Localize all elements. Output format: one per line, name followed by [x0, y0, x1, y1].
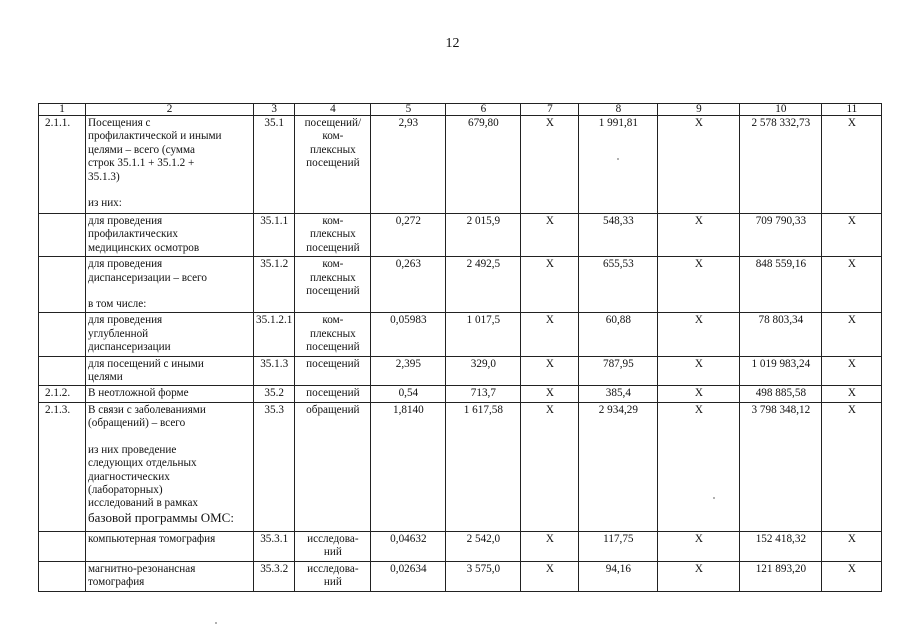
header-row [39, 104, 882, 116]
indicator-subline: из них: [88, 197, 122, 210]
table-row [39, 313, 882, 356]
indicator-subline: следующих отдельных [88, 457, 197, 470]
header-cell-10: 10 [740, 104, 822, 116]
table-row [39, 214, 882, 257]
line-code-cell: 35.1.2 [254, 257, 295, 313]
value-cell-8: 1 991,81 [579, 116, 658, 214]
header-cell-3: 3 [254, 104, 295, 116]
header-cell-11: 11 [822, 104, 882, 116]
indicator-line: для проведения [88, 215, 163, 227]
value-cell-5: 0,04632 [371, 531, 446, 561]
indicator-subline: исследований в рамках [88, 497, 199, 510]
value-cell-10: 709 790,33 [740, 214, 822, 257]
value-cell-9: Х [658, 386, 740, 402]
unit-line: ний [323, 546, 342, 559]
line-code-cell: 35.1.3 [254, 356, 295, 386]
row-number-cell: 2.1.1. [39, 116, 86, 214]
row-number-cell [39, 561, 86, 591]
indicator-name-cell [86, 116, 254, 214]
indicator-line: профилактической и иными [88, 130, 222, 143]
value-cell-5: 0,263 [371, 257, 446, 313]
unit-cell [295, 214, 371, 257]
value-cell-5: 0,05983 [371, 313, 446, 356]
header-cell-9: 9 [658, 104, 740, 116]
value-cell-11: Х [822, 531, 882, 561]
line-gap [88, 285, 251, 298]
unit-line: ком- [322, 314, 344, 327]
indicator-line: целями – всего (сумма [88, 143, 195, 156]
value-cell-11: Х [822, 257, 882, 313]
indicator-subline: из них проведение [88, 443, 177, 456]
value-cell-10: 2 578 332,73 [740, 116, 822, 214]
value-cell-6: 2 015,9 [446, 214, 521, 257]
data-table [38, 103, 882, 592]
indicator-name-cell [86, 531, 254, 561]
value-cell-8: 385,4 [579, 386, 658, 402]
header-cell-4: 4 [295, 104, 371, 116]
header-cell-1: 1 [39, 104, 86, 116]
row-number-cell [39, 257, 86, 313]
value-cell-9: Х [658, 356, 740, 386]
value-cell-8: 2 934,29 [579, 402, 658, 531]
line-code-cell: 35.3.2 [254, 561, 295, 591]
unit-line: плексных [309, 143, 356, 156]
unit-line: ком- [322, 130, 344, 143]
row-number-cell [39, 313, 86, 356]
indicator-subline: в том числе: [88, 298, 147, 311]
value-cell-11: Х [822, 402, 882, 531]
line-code-cell: 35.1.1 [254, 214, 295, 257]
header-cell-7: 7 [521, 104, 579, 116]
value-cell-10: 152 418,32 [740, 531, 822, 561]
value-cell-5: 2,93 [371, 116, 446, 214]
indicator-line: В неотложной форме [88, 387, 189, 400]
row-number-cell [39, 214, 86, 257]
value-cell-6: 679,80 [446, 116, 521, 214]
indicator-subline: базовой программы ОМС: [88, 509, 234, 525]
unit-cell [295, 356, 371, 386]
value-cell-10: 1 019 983,24 [740, 356, 822, 386]
row-number-cell [39, 356, 86, 386]
table-row [39, 402, 882, 531]
table-row [39, 116, 882, 214]
indicator-line: строк 35.1.1 + 35.1.2 + [88, 157, 195, 170]
table-row [39, 257, 882, 313]
unit-line: ком- [322, 215, 344, 227]
indicator-subline: диагностических [88, 470, 170, 483]
scan-speck [215, 622, 217, 624]
indicator-name-cell [86, 402, 254, 531]
indicator-line: для посещений с иными [88, 357, 204, 370]
value-cell-5: 0,54 [371, 386, 446, 402]
value-cell-5: 0,02634 [371, 561, 446, 591]
value-cell-8: 94,16 [579, 561, 658, 591]
value-cell-7: Х [521, 313, 579, 356]
line-code-cell: 35.1 [254, 116, 295, 214]
value-cell-8: 117,75 [579, 531, 658, 561]
value-cell-7: Х [521, 386, 579, 402]
unit-cell [295, 313, 371, 356]
value-cell-10: 78 803,34 [740, 313, 822, 356]
value-cell-6: 1 617,58 [446, 402, 521, 531]
line-code-cell: 35.3 [254, 402, 295, 531]
value-cell-8: 787,95 [579, 356, 658, 386]
row-number-cell: 2.1.2. [39, 386, 86, 402]
value-cell-11: Х [822, 214, 882, 257]
indicator-line: диспансеризации [88, 341, 171, 354]
value-cell-11: Х [822, 386, 882, 402]
unit-line: исследова- [307, 562, 359, 575]
value-cell-7: Х [521, 257, 579, 313]
indicator-name-cell [86, 386, 254, 402]
unit-cell [295, 386, 371, 402]
indicator-name-cell [86, 313, 254, 356]
unit-line: посещений [306, 241, 360, 254]
row-number-cell [39, 531, 86, 561]
value-cell-11: Х [822, 561, 882, 591]
header-cell-5: 5 [371, 104, 446, 116]
value-cell-5: 0,272 [371, 214, 446, 257]
value-cell-8: 60,88 [579, 313, 658, 356]
indicator-name-cell [86, 214, 254, 257]
header-cell-8: 8 [579, 104, 658, 116]
indicator-name-cell [86, 561, 254, 591]
page-number: 12 [445, 36, 460, 51]
unit-line: обращений [306, 403, 360, 416]
value-cell-7: Х [521, 561, 579, 591]
value-cell-9: Х [658, 214, 740, 257]
value-cell-6: 2 492,5 [446, 257, 521, 313]
value-cell-9: Х [658, 257, 740, 313]
value-cell-9: Х [658, 313, 740, 356]
value-cell-7: Х [521, 214, 579, 257]
value-cell-11: Х [822, 356, 882, 386]
value-cell-9: Х [658, 116, 740, 214]
value-cell-6: 1 017,5 [446, 313, 521, 356]
table-row [39, 561, 882, 591]
unit-cell [295, 561, 371, 591]
unit-line: плексных [309, 228, 356, 241]
value-cell-9: Х [658, 402, 740, 531]
value-cell-7: Х [521, 356, 579, 386]
unit-cell [295, 116, 371, 214]
indicator-line: медицинских осмотров [88, 241, 200, 254]
table-row [39, 356, 882, 386]
value-cell-11: Х [822, 313, 882, 356]
indicator-line: целями [88, 371, 123, 384]
row-number-cell: 2.1.3. [39, 402, 86, 531]
unit-line: исследова- [307, 532, 359, 545]
value-cell-6: 2 542,0 [446, 531, 521, 561]
indicator-name-cell [86, 257, 254, 313]
unit-line: плексных [309, 327, 356, 340]
value-cell-10: 121 893,20 [740, 561, 822, 591]
indicator-line: (обращений) – всего [88, 417, 186, 430]
value-cell-9: Х [658, 561, 740, 591]
value-cell-6: 3 575,0 [446, 561, 521, 591]
value-cell-11: Х [822, 116, 882, 214]
line-code-cell: 35.2 [254, 386, 295, 402]
indicator-line: профилактических [88, 228, 178, 241]
unit-line: ний [323, 576, 342, 589]
value-cell-7: Х [521, 402, 579, 531]
unit-line: посещений [306, 387, 360, 400]
indicator-line: углубленной [88, 327, 149, 340]
value-cell-8: 655,53 [579, 257, 658, 313]
value-cell-9: Х [658, 531, 740, 561]
header-cell-2: 2 [86, 104, 254, 116]
value-cell-7: Х [521, 531, 579, 561]
indicator-line: компьютерная томография [88, 532, 216, 545]
value-cell-10: 848 559,16 [740, 257, 822, 313]
indicator-line: магнитно-резонансная [88, 562, 196, 575]
unit-line: посещений/ [304, 117, 362, 129]
scan-speck [713, 497, 715, 499]
table-row [39, 386, 882, 402]
scan-speck [617, 158, 619, 160]
value-cell-8: 548,33 [579, 214, 658, 257]
indicator-line: Посещения с [88, 117, 151, 129]
indicator-line: диспансеризации – всего [88, 271, 207, 284]
table-row [39, 531, 882, 561]
unit-line: посещений [306, 341, 360, 354]
value-cell-10: 3 798 348,12 [740, 402, 822, 531]
unit-cell [295, 257, 371, 313]
value-cell-5: 1,8140 [371, 402, 446, 531]
value-cell-10: 498 885,58 [740, 386, 822, 402]
indicator-name-cell [86, 356, 254, 386]
unit-line: посещений [306, 285, 360, 298]
indicator-subline: (лабораторных) [88, 483, 163, 496]
indicator-line: для проведения [88, 258, 163, 271]
indicator-line: 35.1.3) [88, 170, 120, 183]
value-cell-5: 2,395 [371, 356, 446, 386]
unit-line: плексных [309, 271, 356, 284]
line-gap [88, 184, 251, 197]
unit-cell [295, 531, 371, 561]
line-gap [88, 431, 251, 444]
value-cell-7: Х [521, 116, 579, 214]
unit-cell [295, 402, 371, 531]
indicator-line: для проведения [88, 314, 163, 327]
value-cell-6: 713,7 [446, 386, 521, 402]
indicator-line: В связи с заболеваниями [88, 403, 206, 416]
unit-line: посещений [306, 357, 360, 370]
value-cell-6: 329,0 [446, 356, 521, 386]
header-cell-6: 6 [446, 104, 521, 116]
unit-line: посещений [306, 157, 360, 170]
line-code-cell: 35.3.1 [254, 531, 295, 561]
line-code-cell: 35.1.2.1 [254, 313, 295, 356]
indicator-line: томография [88, 576, 145, 589]
unit-line: ком- [322, 258, 344, 271]
